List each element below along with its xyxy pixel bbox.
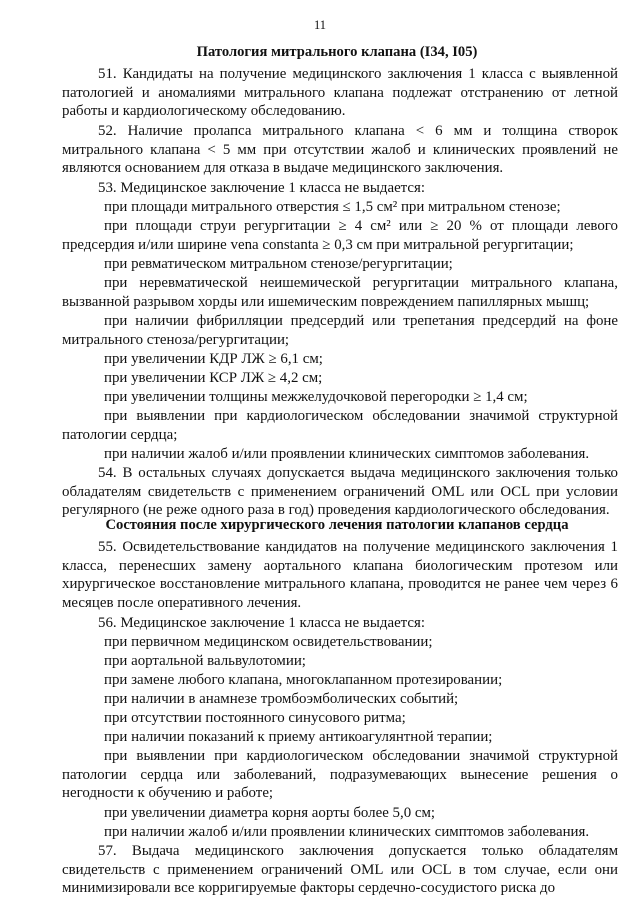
list-item: при выявлении при кардиологическом обследовании значимой структурной патологии сердца или заболеваний, подразумевающих вынесение решения о негодности к обучению и работе; — [62, 748, 618, 802]
list-item: при наличии в анамнезе тромбоэмболических событий; — [104, 691, 459, 707]
paragraph-56: 56. Медицинское заключение 1 класса не выдается: — [98, 615, 425, 631]
section-heading-valve-surgery: Состояния после хирургического лечения патологии клапанов сердца — [105, 517, 569, 533]
section-heading-mitral: Патология митрального клапана (I34, I05) — [196, 44, 478, 60]
page-number: 11 — [313, 18, 327, 32]
paragraph-54: 54. В остальных случаях допускается выдача медицинского заключения только обладателям свидетельств с применением ограничений OML или OCL при условии регулярного (не реже одного раза в год) проведения кардиологического обследования. — [62, 465, 618, 519]
paragraph-51: 51. Кандидаты на получение медицинского заключения 1 класса с выявленной патологией и аномалиями митрального клапана подлежат отстранению от летной работы и кардиологическому обследованию. — [62, 66, 618, 120]
list-item: при неревматической неишемической регургитации митрального клапана, вызванной разрывом хорды или ишемическим повреждением папиллярных мышц; — [62, 275, 618, 310]
list-item: при отсутствии постоянного синусового ритма; — [104, 710, 406, 726]
paragraph-57: 57. Выдача медицинского заключения допускается только обладателям свидетельств с применением ограничений OML или OCL в том случае, если они минимизировали все корригируемые факторы сердечно-сосудистого риска до — [62, 843, 618, 897]
list-item: при замене любого клапана, многоклапанном протезировании; — [104, 672, 503, 688]
list-item: при увеличении КДР ЛЖ ≥ 6,1 см; — [104, 351, 323, 367]
list-item: при наличии фибрилляции предсердий или трепетания предсердий на фоне митрального стеноза/регургитации; — [62, 313, 618, 348]
list-item: при аортальной вальвулотомии; — [104, 653, 306, 669]
list-item: при первичном медицинском освидетельствовании; — [104, 634, 433, 650]
list-item: при площади митрального отверстия ≤ 1,5 см² при митральном стенозе; — [104, 199, 561, 215]
list-item: при площади струи регургитации ≥ 4 см² или ≥ 20 % от площади левого предсердия и/или ширине vena constanta ≥ 0,3 см при митральной регургитации; — [62, 218, 618, 253]
list-item: при увеличении толщины межжелудочковой перегородки ≥ 1,4 см; — [104, 389, 528, 405]
paragraph-53: 53. Медицинское заключение 1 класса не выдается: — [98, 180, 425, 196]
list-item: при наличии показаний к приему антикоагулянтной терапии; — [104, 729, 493, 745]
list-item: при увеличении диаметра корня аорты более 5,0 см; — [104, 805, 436, 821]
list-item: при наличии жалоб и/или проявлении клинических симптомов заболевания. — [104, 824, 590, 840]
list-item: при наличии жалоб и/или проявлении клинических симптомов заболевания. — [104, 446, 590, 462]
list-item: при выявлении при кардиологическом обследовании значимой структурной патологии сердца; — [62, 408, 618, 443]
list-item: при увеличении КСР ЛЖ ≥ 4,2 см; — [104, 370, 323, 386]
list-item: при ревматическом митральном стенозе/регургитации; — [104, 256, 453, 272]
paragraph-52: 52. Наличие пролапса митрального клапана < 6 мм и толщина створок митрального клапана < 5 мм при отсутствии жалоб и клинических проявлений не являются основанием для отказа в выдаче медицинского заключения. — [62, 123, 618, 177]
paragraph-55: 55. Освидетельствование кандидатов на получение медицинского заключения 1 класса, перенесших замену аортального клапана биологическим протезом или хирургическое восстановление митрального клапана, проводится не ранее чем через 6 месяцев после оперативного лечения. — [62, 539, 618, 611]
